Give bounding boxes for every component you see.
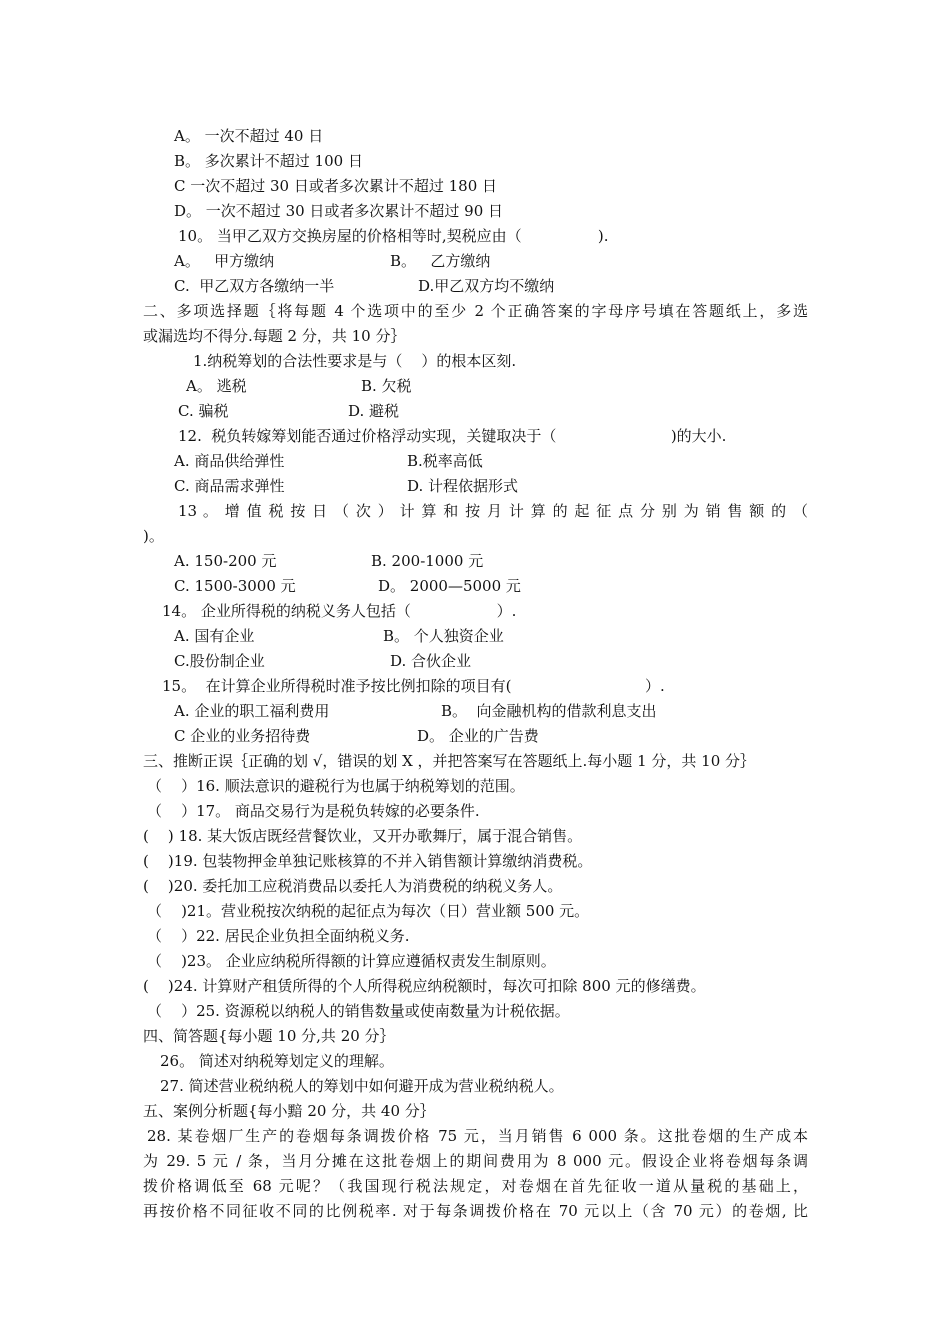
judgement-item-21: （ )21。营业税按次纳税的起征点为每次（日）营业额 500 元。 <box>147 902 590 920</box>
q27-text: 27. 简述营业税纳税人的筹划中如何避开成为营业税纳税人。 <box>160 1077 564 1095</box>
q9-option-a: A。 一次不超过 40 日 <box>174 127 324 145</box>
section5-heading: 五、案例分析题{每小黯 20 分，共 40 分｝ <box>143 1102 435 1120</box>
q11-option-b: B. 欠税 <box>361 377 412 395</box>
section2-heading-line1: 二、多项选择题｛将每题 4 个选项中的至少 2 个正确答案的字母序号填在答题纸上，多选 <box>143 302 808 320</box>
q11-option-a: A。 逃税 <box>186 377 247 395</box>
q13-option-d: D。 2000—5000 元 <box>378 577 521 595</box>
q10-option-b: B。 乙方缴纳 <box>390 252 491 270</box>
section4-heading: 四、简答题{每小题 10 分,共 20 分｝ <box>143 1027 395 1045</box>
q15-stem: 15。 在计算企业所得税时准予按比例扣除的项目有( ）. <box>162 677 665 695</box>
q14-stem: 14。 企业所得税的纳税义务人包括（ ）. <box>162 602 517 620</box>
q10-option-a: A。 甲方缴纳 <box>174 252 275 270</box>
q28-line-4: 再按价格不同征收不同的比例税率. 对于每条调拨价格在 70 元以上（含 70 元）的卷烟, 比 <box>143 1202 808 1220</box>
q14-option-b: B。 个人独资企业 <box>383 627 504 645</box>
judgement-item-16: （ ）16. 顺法意识的避税行为也属于纳税筹划的范围。 <box>147 777 525 795</box>
judgement-item-23: （ )23。 企业应纳税所得额的计算应遵循权责发生制原则。 <box>147 952 556 970</box>
q11-option-d: D. 避税 <box>348 402 400 420</box>
section3-heading: 三、推断正误｛正确的划 √，错误的划 X ，并把答案写在答题纸上.每小题 1 分，共 10 分｝ <box>143 752 756 770</box>
q9-option-c: C 一次不超过 30 日或者多次累计不超过 180 日 <box>174 177 498 195</box>
q11-option-c: C. 骗税 <box>178 402 229 420</box>
q10-stem: 10。 当甲乙双方交换房屋的价格相等时,契税应由（ ). <box>178 227 609 245</box>
q12-option-d: D. 计程依据形式 <box>407 477 519 495</box>
judgement-item-24: ( )24. 计算财产租赁所得的个人所得税应纳税额时，每次可扣除 800 元的修缮费。 <box>143 977 706 995</box>
q14-option-a: A. 国有企业 <box>174 627 255 645</box>
q15-option-a: A. 企业的职工福利费用 <box>174 702 330 720</box>
q12-option-c: C. 商品需求弹性 <box>174 477 285 495</box>
q10-option-c: C. 甲乙双方各缴纳一半 <box>174 277 335 295</box>
judgement-item-18: ( ) 18. 某大饭店既经营餐饮业，又开办歌舞厅，属于混合销售。 <box>143 827 583 845</box>
q12-stem: 12. 税负转嫁筹划能否通过价格浮动实现，关键取决于（ )的大小. <box>178 427 727 445</box>
judgement-item-20: ( )20. 委托加工应税消费品以委托人为消费税的纳税义务人。 <box>143 877 563 895</box>
q14-option-d: D. 合伙企业 <box>390 652 472 670</box>
q26-text: 26。 简述对纳税筹划定义的理解。 <box>160 1052 394 1070</box>
q15-option-b: B。 向金融机构的借款利息支出 <box>441 702 657 720</box>
q13-stem-line2: )。 <box>143 527 164 545</box>
q12-option-a: A. 商品供给弹性 <box>174 452 285 470</box>
q9-option-d: D。 一次不超过 30 日或者多次累计不超过 90 日 <box>174 202 504 220</box>
judgement-item-19: ( )19. 包装物押金单独记账核算的不并入销售额计算缴纳消费税。 <box>143 852 593 870</box>
q15-option-d: D。 企业的广告费 <box>417 727 539 745</box>
q13-stem-line1: 13 。 增 值 税 按 日 （ 次 ） 计 算 和 按 月 计 算 的 起 征 点 分 别 为 销 售 额 的 （ <box>178 502 808 520</box>
q14-option-c: C.股份制企业 <box>174 652 265 670</box>
judgement-item-17: （ ）17。 商品交易行为是税负转嫁的必要条件. <box>147 802 480 820</box>
q13-option-b: B. 200-1000 元 <box>371 552 484 570</box>
q28-line-1: 28. 某卷烟厂生产的卷烟每条调拨价格 75 元，当月销售 6 000 条。这批卷烟的生产成本 <box>147 1127 808 1145</box>
q9-option-b: B。 多次累计不超过 100 日 <box>174 152 363 170</box>
judgement-item-22: （ ）22. 居民企业负担全面纳税义务. <box>147 927 410 945</box>
q28-line-3: 拨价格调低至 68 元呢？（我国现行税法规定，对卷烟在首先征收一道从量税的基础上， <box>143 1177 808 1195</box>
q15-option-c: C 企业的业务招待费 <box>174 727 311 745</box>
q13-option-a: A. 150-200 元 <box>174 552 277 570</box>
q13-option-c: C. 1500-3000 元 <box>174 577 296 595</box>
judgement-item-25: （ ）25. 资源税以纳税人的销售数量或使南数量为计税依据。 <box>147 1002 570 1020</box>
section2-heading-line2: 或漏选均不得分.每题 2 分，共 10 分｝ <box>143 327 406 345</box>
q28-line-2: 为 29. 5 元 / 条，当月分摊在这批卷烟上的期间费用为 8 000 元。假设企业将卷烟每条调 <box>143 1152 808 1170</box>
q12-option-b: B.税率高低 <box>407 452 483 470</box>
q11-stem: 1.纳税筹划的合法性要求是与（ ）的根本区刻. <box>193 352 517 370</box>
q10-option-d: D.甲乙双方均不缴纳 <box>418 277 555 295</box>
